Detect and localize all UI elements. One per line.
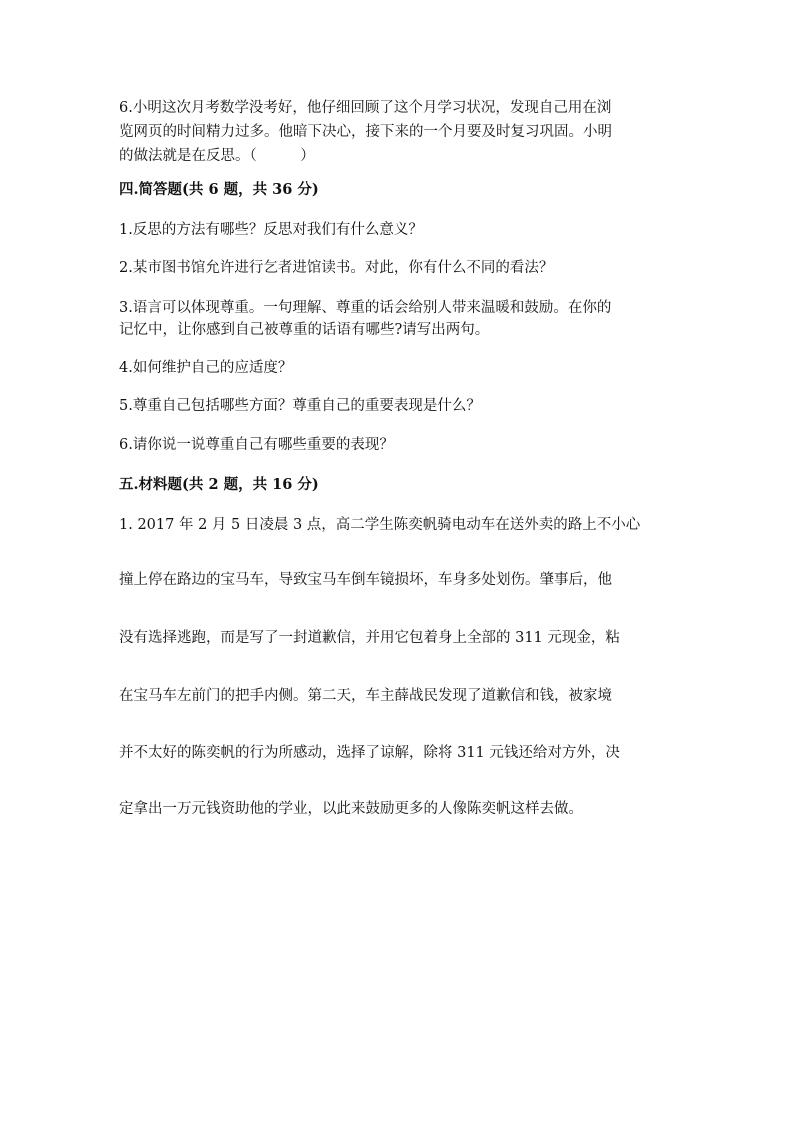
material-line: 1. 2017 年 2 月 5 日凌晨 3 点，高二学生陈奕帆骑电动车在送外卖的路上不小心: [119, 517, 641, 533]
question-line: 览网页的时间精力过多。他暗下决心，接下来的一个月要及时复习巩固。小明: [119, 124, 612, 140]
short-answer-question-4: 4.如何维护自己的应适度？: [119, 360, 293, 376]
section-4-heading: 四.简答题(共 6 题，共 36 分): [119, 181, 319, 198]
short-answer-question-3-line2: 记忆中，让你感到自己被尊重的话语有哪些?请写出两句。: [119, 322, 490, 338]
short-answer-question-1: 1.反思的方法有哪些？反思对我们有什么意义？: [119, 222, 423, 238]
question-line: 6.小明这次月考数学没考好，他仔细回顾了这个月学习状况，发现自己用在浏: [119, 100, 612, 116]
short-answer-question-6: 6.请你说一说尊重自己有哪些重要的表现？: [119, 437, 394, 453]
material-line: 定拿出一万元钱资助他的学业，以此来鼓励更多的人像陈奕帆这样去做。: [119, 801, 583, 817]
material-line: 撞上停在路边的宝马车，导致宝马车倒车镜损坏，车身多处划伤。肇事后，他: [119, 572, 612, 588]
material-line: 并不太好的陈奕帆的行为所感动，选择了谅解，除将 311 元钱还给对方外，决: [119, 745, 620, 761]
material-line: 没有选择逃跑，而是写了一封道歉信，并用它包着身上全部的 311 元现金，粘: [119, 630, 620, 646]
section-5-heading: 五.材料题(共 2 题，共 16 分): [119, 476, 319, 493]
short-answer-question-2: 2.某市图书馆允许进行乞者进馆读书。对此，你有什么不同的看法？: [119, 260, 554, 276]
question-line: 的做法就是在反思。（ ）: [119, 148, 315, 164]
short-answer-question-3-line1: 3.语言可以体现尊重。一句理解、尊重的话会给别人带来温暖和鼓励。在你的: [119, 300, 612, 316]
short-answer-question-5: 5.尊重自己包括哪些方面？尊重自己的重要表现是什么？: [119, 398, 481, 414]
material-line: 在宝马车左前门的把手内侧。第二天，车主薛战民发现了道歉信和钱，被家境: [119, 688, 612, 704]
question-6-tf: [119, 96, 612, 168]
